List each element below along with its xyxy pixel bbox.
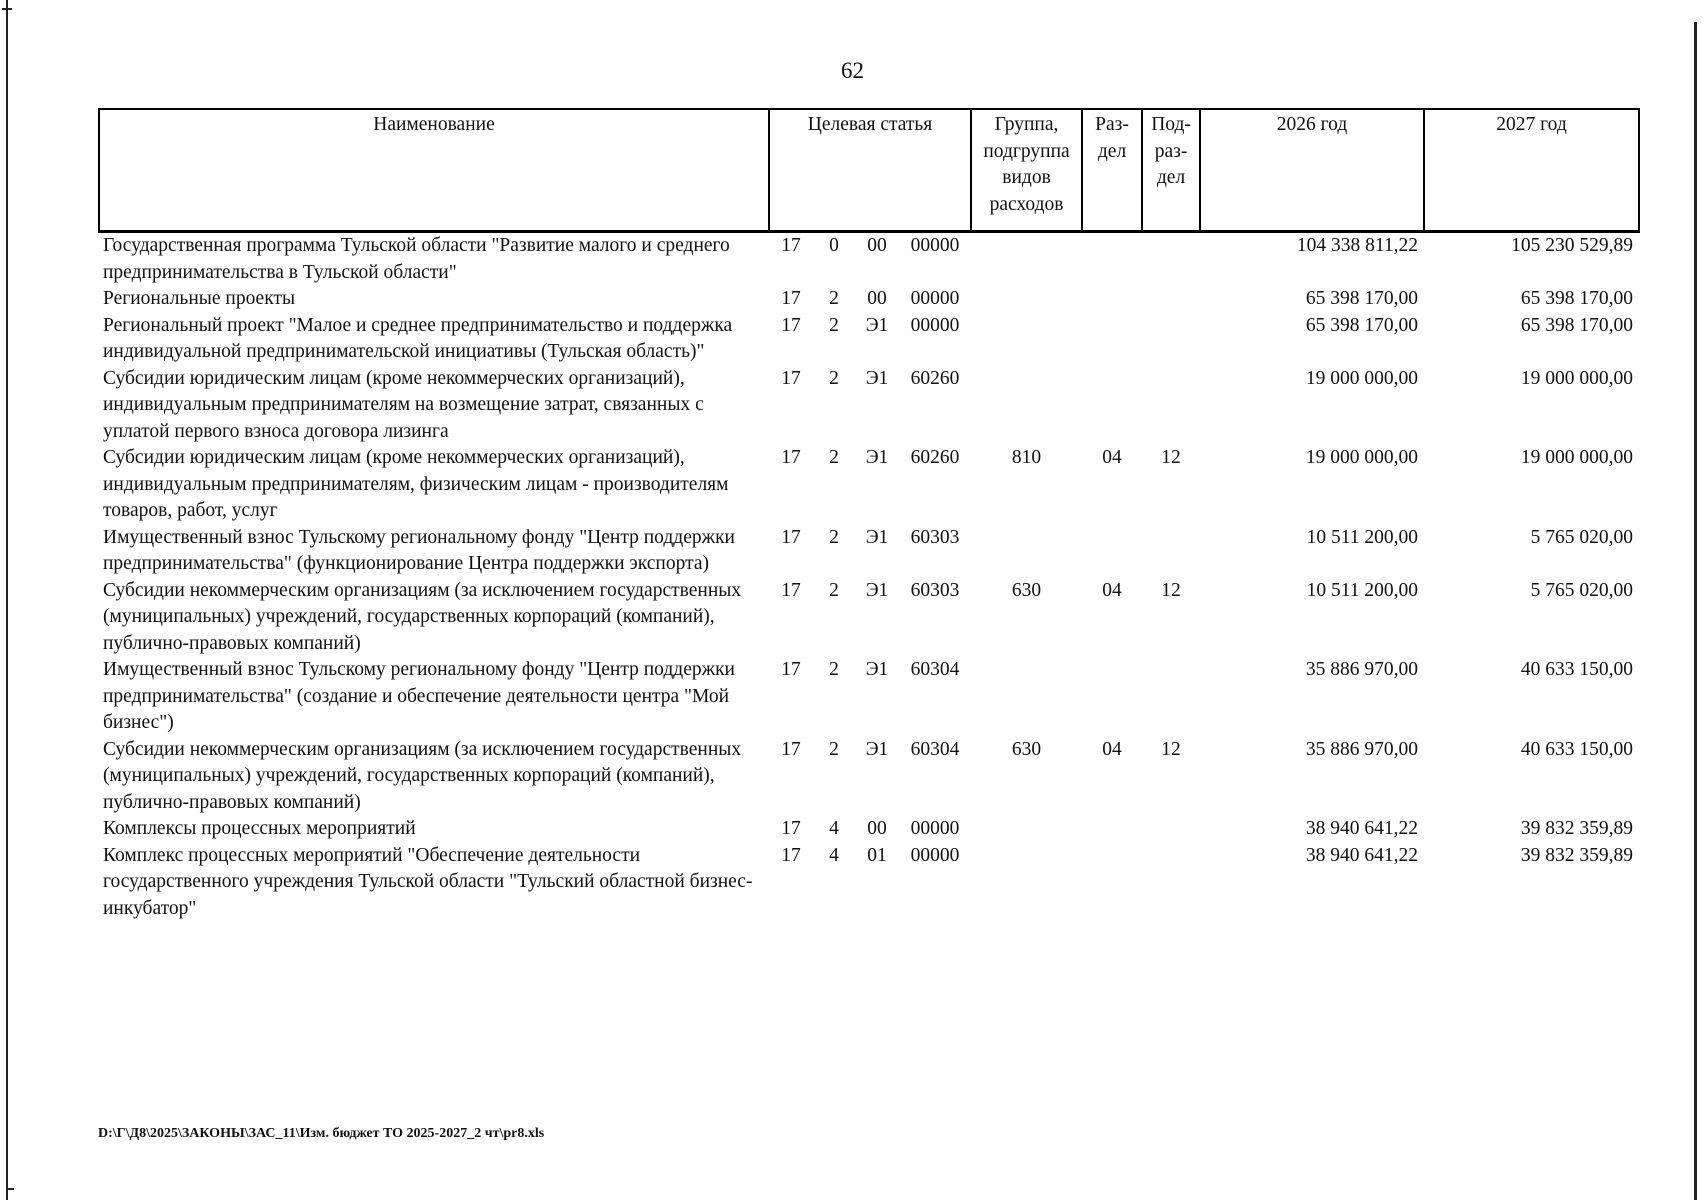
expense-group-code: 630 bbox=[1011, 738, 1042, 760]
section-code: 04 bbox=[1102, 738, 1122, 760]
amount-2026: 35 886 970,00 bbox=[1305, 659, 1419, 680]
target-code-project: Э1 bbox=[865, 579, 889, 601]
amount-2026: 10 511 200,00 bbox=[1306, 526, 1419, 548]
target-code-type: 4 bbox=[829, 844, 839, 866]
target-code-program: 17 bbox=[781, 447, 801, 468]
table-row bbox=[99, 313, 1639, 366]
target-code-direction: 00000 bbox=[910, 235, 960, 256]
target-code-project: Э1 bbox=[865, 738, 889, 760]
subsection-code bbox=[1142, 232, 1200, 287]
scan-border-mark bbox=[2, 8, 12, 10]
amount-2027: 39 832 359,89 bbox=[1520, 818, 1634, 839]
section-code bbox=[1082, 286, 1142, 313]
target-code-project: Э1 bbox=[865, 447, 889, 468]
amount-2027: 40 633 150,00 bbox=[1520, 659, 1634, 680]
amount-2026: 38 940 641,22 bbox=[1305, 844, 1419, 866]
section-code: 04 bbox=[1102, 579, 1122, 601]
table-row bbox=[99, 286, 1639, 313]
target-code-program: 17 bbox=[781, 288, 801, 309]
target-code-type: 0 bbox=[829, 235, 839, 256]
table-row bbox=[99, 737, 1639, 817]
table-row bbox=[99, 525, 1639, 578]
target-code-type: 2 bbox=[829, 367, 839, 389]
subsection-code bbox=[1142, 816, 1200, 843]
subsection-code bbox=[1142, 366, 1200, 446]
target-code-type: 2 bbox=[829, 288, 839, 309]
target-code-program: 17 bbox=[781, 844, 801, 866]
target-code-project: 00 bbox=[867, 818, 887, 839]
amount-2026: 38 940 641,22 bbox=[1305, 818, 1419, 839]
expense-group-code: 630 bbox=[1011, 579, 1042, 601]
target-code-project: 00 bbox=[867, 235, 887, 256]
expense-group-code bbox=[971, 816, 1082, 843]
scan-border-left bbox=[6, 0, 8, 1200]
amount-2026: 104 338 811,22 bbox=[1296, 235, 1419, 256]
table-row bbox=[99, 445, 1639, 525]
subsection-code bbox=[1142, 843, 1200, 923]
target-code-type: 2 bbox=[829, 314, 839, 336]
amount-2027: 5 765 020,00 bbox=[1530, 526, 1634, 548]
target-code-direction: 00000 bbox=[910, 844, 960, 866]
amount-2026: 65 398 170,00 bbox=[1305, 314, 1419, 336]
amount-2026: 65 398 170,00 bbox=[1305, 288, 1419, 309]
target-code-direction: 60303 bbox=[910, 579, 960, 601]
section-code bbox=[1082, 525, 1142, 578]
target-code-program: 17 bbox=[781, 526, 801, 548]
row-name: Субсидии некоммерческим организациям (за исключением государственных (муниципальных) учреждений, государственных корпораций (компаний), публично-правовых компаний) bbox=[103, 738, 742, 813]
page-number: 62 bbox=[841, 58, 864, 83]
amount-2027: 40 633 150,00 bbox=[1520, 738, 1634, 760]
table-row bbox=[99, 657, 1639, 737]
target-code-direction: 00000 bbox=[910, 288, 960, 309]
subsection-code: 12 bbox=[1161, 738, 1181, 760]
target-code-type: 2 bbox=[829, 738, 839, 760]
header-subsection: Под-раз-дел bbox=[1142, 109, 1200, 232]
amount-2027: 19 000 000,00 bbox=[1520, 447, 1634, 468]
table-row bbox=[99, 578, 1639, 658]
table-row bbox=[99, 816, 1639, 843]
row-name: Имущественный взнос Тульскому региональному фонду "Центр поддержки предпринимательства" (функционирование Центра поддержки экспорта) bbox=[103, 526, 735, 574]
target-code-type: 4 bbox=[829, 818, 839, 839]
target-code-type: 2 bbox=[829, 659, 839, 680]
target-code-direction: 60304 bbox=[910, 738, 960, 760]
target-code-program: 17 bbox=[781, 738, 801, 760]
table-row bbox=[99, 843, 1639, 923]
section-code bbox=[1082, 232, 1142, 287]
target-code-type: 2 bbox=[829, 526, 839, 548]
header-year-2026: 2026 год bbox=[1200, 109, 1424, 232]
target-code-type: 2 bbox=[829, 447, 839, 468]
subsection-code: 12 bbox=[1161, 447, 1181, 468]
section-code bbox=[1082, 843, 1142, 923]
amount-2027: 5 765 020,00 bbox=[1530, 579, 1634, 601]
row-name: Субсидии юридическим лицам (кроме некоммерческих организаций), индивидуальным предпринимателям на возмещение затрат, связанных с уплатой первого взноса договора лизинга bbox=[103, 367, 704, 442]
row-name: Субсидии юридическим лицам (кроме некоммерческих организаций), индивидуальным предпринимателям, физическим лицам - производителям товаров, работ, услуг bbox=[103, 447, 729, 521]
target-code-direction: 00000 bbox=[910, 314, 960, 336]
header-year-2027: 2027 год bbox=[1424, 109, 1639, 232]
budget-table bbox=[98, 108, 1640, 922]
header-name: Наименование bbox=[99, 109, 769, 232]
target-code-direction: 60260 bbox=[910, 367, 960, 389]
header-expense-group: Группа, подгруппа видов расходов bbox=[971, 109, 1082, 232]
target-code-program: 17 bbox=[781, 235, 801, 256]
row-name: Имущественный взнос Тульскому региональному фонду "Центр поддержки предпринимательства" (создание и обеспечение деятельности центра "Мой бизнес") bbox=[103, 659, 735, 733]
target-code-program: 17 bbox=[781, 367, 801, 389]
amount-2026: 19 000 000,00 bbox=[1305, 447, 1419, 468]
amount-2027: 19 000 000,00 bbox=[1520, 367, 1634, 389]
table-row bbox=[99, 232, 1639, 287]
scan-border-mark bbox=[6, 1188, 14, 1190]
amount-2026: 35 886 970,00 bbox=[1305, 738, 1419, 760]
target-code-project: Э1 bbox=[865, 659, 889, 680]
expense-group-code: 810 bbox=[1011, 447, 1042, 468]
section-code bbox=[1082, 816, 1142, 843]
subsection-code bbox=[1142, 313, 1200, 366]
row-name: Региональный проект "Малое и среднее предпринимательство и поддержка индивидуальной предпринимательской инициативы (Тульская область)" bbox=[103, 314, 733, 362]
expense-group-code bbox=[971, 313, 1082, 366]
row-name: Региональные проекты bbox=[103, 288, 296, 309]
amount-2027: 105 230 529,89 bbox=[1511, 235, 1634, 256]
target-code-direction: 60260 bbox=[910, 447, 960, 468]
subsection-code bbox=[1142, 525, 1200, 578]
row-name: Государственная программа Тульской области "Развитие малого и среднего предпринимательства в Тульской области" bbox=[103, 235, 730, 283]
header-section: Раз-дел bbox=[1082, 109, 1142, 232]
row-name: Субсидии некоммерческим организациям (за исключением государственных (муниципальных) учреждений, государственных корпораций (компаний), публично-правовых компаний) bbox=[103, 579, 742, 654]
expense-group-code bbox=[971, 232, 1082, 287]
table-body bbox=[99, 232, 1639, 923]
amount-2027: 39 832 359,89 bbox=[1520, 844, 1634, 866]
target-code-project: 00 bbox=[867, 288, 887, 309]
row-name: Комплексы процессных мероприятий bbox=[103, 818, 416, 839]
target-code-project: Э1 bbox=[865, 314, 889, 336]
amount-2027: 65 398 170,00 bbox=[1520, 288, 1634, 309]
expense-group-code bbox=[971, 843, 1082, 923]
target-code-project: 01 bbox=[867, 844, 887, 866]
target-code-program: 17 bbox=[781, 818, 801, 839]
target-code-project: Э1 bbox=[865, 367, 889, 389]
expense-group-code bbox=[971, 286, 1082, 313]
target-code-direction: 60304 bbox=[910, 659, 960, 680]
amount-2027: 65 398 170,00 bbox=[1520, 314, 1634, 336]
section-code: 04 bbox=[1102, 447, 1122, 468]
target-code-project: Э1 bbox=[865, 526, 889, 548]
section-code bbox=[1082, 313, 1142, 366]
table-row bbox=[99, 366, 1639, 446]
target-code-type: 2 bbox=[829, 579, 839, 601]
subsection-code: 12 bbox=[1161, 579, 1181, 601]
row-name: Комплекс процессных мероприятий "Обеспечение деятельности государственного учреждения Тульской области "Тульский областной бизнес-инкубатор" bbox=[103, 844, 753, 919]
target-code-program: 17 bbox=[781, 659, 801, 680]
file-path-footer: D:\Г\Д8\2025\ЗАКОНЫ\ЗАС_11\Изм. бюджет ТО 2025-2027_2 чт\pr8.xls bbox=[98, 1126, 545, 1141]
subsection-code bbox=[1142, 657, 1200, 737]
header-target-article: Целевая статья bbox=[769, 109, 971, 232]
target-code-direction: 00000 bbox=[910, 818, 960, 839]
amount-2026: 19 000 000,00 bbox=[1305, 367, 1419, 389]
subsection-code bbox=[1142, 286, 1200, 313]
expense-group-code bbox=[971, 366, 1082, 446]
header-row bbox=[99, 109, 1639, 232]
target-code-program: 17 bbox=[781, 579, 801, 601]
section-code bbox=[1082, 366, 1142, 446]
target-code-direction: 60303 bbox=[910, 526, 960, 548]
expense-group-code bbox=[971, 525, 1082, 578]
expense-group-code bbox=[971, 657, 1082, 737]
section-code bbox=[1082, 657, 1142, 737]
scan-border-right bbox=[1694, 22, 1697, 1200]
amount-2026: 10 511 200,00 bbox=[1306, 579, 1419, 601]
target-code-program: 17 bbox=[781, 314, 801, 336]
